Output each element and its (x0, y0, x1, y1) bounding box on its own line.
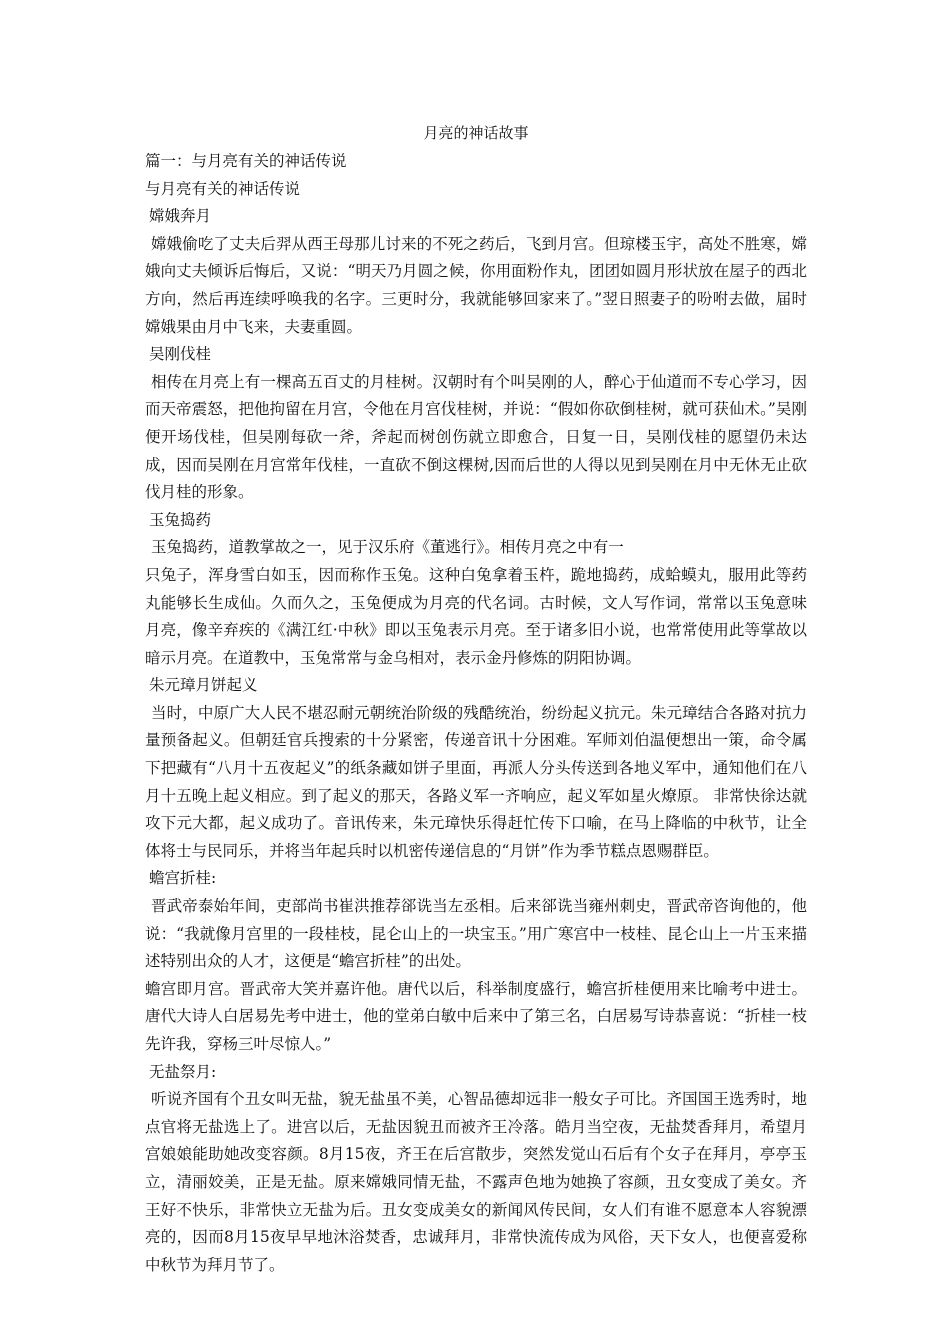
story-paragraph: 只兔子，浑身雪白如玉，因而称作玉兔。这种白兔拿着玉杵，跪地捣药，成蛤蟆丸，服用此等药丸能够长生成仙。久而久之，玉兔便成为月亮的代名词。古时候，文人写作词，常常以玉兔意味月亮，像辛弃疾的《满江红·中秋》即以玉兔表示月亮。至于诸多旧小说，也常常使用此等掌故以暗示月亮。在道教中，玉兔常常与金乌相对，表示金丹修炼的阴阳协调。 (145, 565, 807, 667)
story-heading: 玉兔捣药 (149, 510, 212, 529)
story-paragraph: 玉兔捣药，道教掌故之一，见于汉乐府《董逃行》。相传月亮之中有一 (151, 538, 624, 557)
document-page (145, 120, 807, 1279)
story-paragraph: 当时，中原广大人民不堪忍耐元朝统治阶级的残酷统治，纷纷起义抗元。朱元璋结合各路对抗力量预备起义。但朝廷官兵搜索的十分紧密，传递音讯十分困难。军师刘伯温便想出一策，命令属下把藏有“八月十五夜起义”的纸条藏如饼子里面，再派人分头传送到各地义军中，通知他们在八月十五晚上起义相应。到了起义的那天，各路义军一齐响应，起义军如星火燎原。 非常快徐达就攻下元大都，起义成功了。音讯传来，朱元璋快乐得赶忙传下口喻，在马上降临的中秋节，让全体将士与民同乐，并将当年起兵时以机密传递信息的“月饼”作为季节糕点恩赐群臣。 (145, 703, 807, 860)
story-heading: 嫦娥奔月 (149, 207, 212, 226)
document-title: 月亮的神话故事 (423, 124, 529, 142)
story-paragraph: 相传在月亮上有一棵高五百丈的月桂树。汉朝时有个叫吴刚的人，醉心于仙道而不专心学习，因而天帝震怒，把他拘留在月宫，令他在月宫伐桂树，并说：“假如你砍倒桂树，就可获仙术。”吴刚便开场伐桂，但吴刚每砍一斧，斧起而树创伤就立即愈合，日复一日，吴刚伐桂的愿望仍未达成，因而吴刚在月宫常年伐桂，一直砍不倒这棵树,因而后世的人得以见到吴刚在月中无休无止砍伐月桂的形象。 (145, 372, 807, 502)
section-title: 篇一：与月亮有关的神话传说 (145, 152, 347, 170)
story-paragraph: 蟾宫即月宫。晋武帝大笑并嘉许他。唐代以后，科举制度盛行，蟾宫折桂便用来比喻考中进士。唐代大诗人白居易先考中进士，他的堂弟白敏中后来中了第三名，白居易写诗恭喜说：“折桂一枝先许我，穿杨三叶尽惊人。” (145, 979, 807, 1053)
story-paragraph: 晋武帝泰始年间，吏部尚书崔洪推荐郤诜当左丞相。后来郤诜当雍州刺史，晋武帝咨询他的，他说：“我就像月宫里的一段桂枝，昆仑山上的一块宝玉。”用广寒宫中一枝桂、昆仑山上一片玉来描述特别出众的人才，这便是“蟾宫折桂”的出处。 (145, 897, 807, 971)
subtitle: 与月亮有关的神话传说 (145, 179, 301, 198)
story-paragraph: 听说齐国有个丑女叫无盐，貌无盐虽不美，心智品德却远非一般女子可比。齐国国王选秀时，地点官将无盐选上了。进宫以后，无盐因貌丑而被齐王冷落。皓月当空夜，无盐焚香拜月，希望月宫娘娘能助她改变容颜。8月15夜，齐王在后宫散步，突然发觉山石后有个女子在拜月，亭亭玉立，清丽姣美，正是无盐。原来嫦娥同情无盐，不露声色地为她换了容颜，丑女变成了美女。齐王好不快乐，非常快立无盐为后。丑女变成美女的新闻风传民间，女人们有谁不愿意本人容貌漂亮的，因而8月15夜早早地沐浴焚香，忠诚拜月，非常快流传成为风俗，天下女人，也便喜爱称中秋节为拜月节了。 (145, 1090, 807, 1274)
story-heading: 吴刚伐桂 (149, 345, 212, 364)
story-heading: 蟾宫折桂: (149, 869, 217, 888)
story-heading: 无盐祭月: (149, 1062, 217, 1081)
story-paragraph: 嫦娥偷吃了丈夫后羿从西王母那儿讨来的不死之药后，飞到月宫。但琼楼玉宇，高处不胜寒，嫦娥向丈夫倾诉后悔后，又说：“明天乃月圆之候，你用面粉作丸，团团如圆月形状放在屋子的西北方向，然后再连续呼唤我的名字。三更时分，我就能够回家来了。”翌日照妻子的吩咐去做，届时嫦娥果由月中飞来，夫妻重圆。 (145, 234, 807, 336)
story-heading: 朱元璋月饼起义 (149, 676, 258, 695)
